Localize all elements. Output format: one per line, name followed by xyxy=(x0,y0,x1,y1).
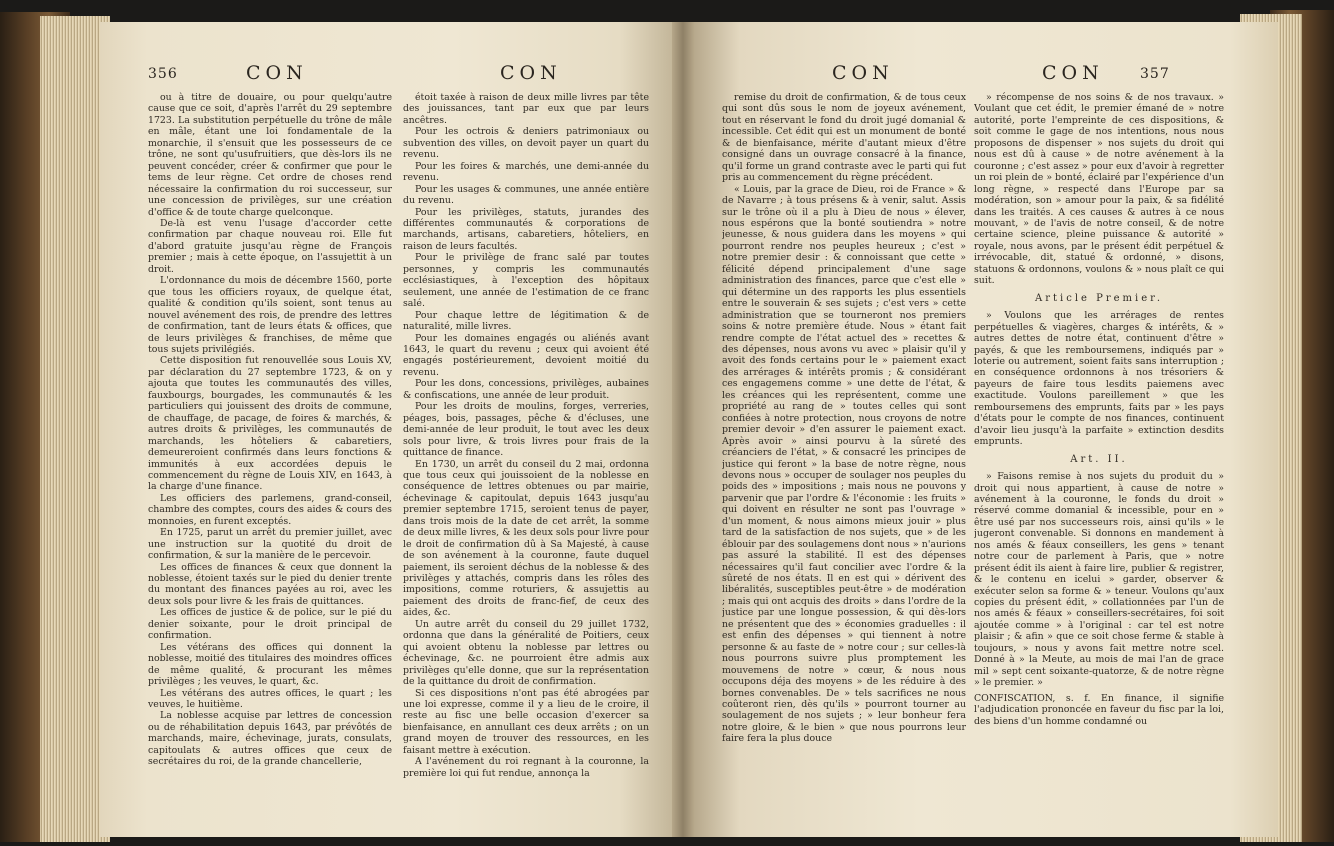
paragraph: Pour le privilège de franc salé par toutes personnes, y compris les communautés ecclésiastiques, à l'exception des hôpitaux seulement, une année de l'estimation de ce franc salé. xyxy=(403,252,649,310)
article-1-title: Article Premier. xyxy=(1035,292,1163,304)
paragraph: Si ces dispositions n'ont pas été abrogées par une loi expresse, comme il y a lieu de le croire, il reste au fisc une belle occasion d'exercer sa bienfaisance, en annullant ces deux arrêts ; on un grand moyen de trouver des ressources, en les faisant mettre à exécution. xyxy=(403,687,649,756)
right-column-2 xyxy=(974,92,1224,820)
paragraph: remise du droit de confirmation, & de tous ceux qui sont dûs sous le nom de joyeux avénement, tout en réservant le fond du droit jugé domanial & incessible. Cet édit qui est un monument de bonté & de bienfaisance, mérite d'autant mieux d'être consigné dans un ouvrage consacré à la finance, qu'il forme un grand contraste avec le parti qui fut pris au commencement du règne précédent. xyxy=(722,92,966,184)
left-column-1 xyxy=(148,92,392,820)
paragraph: Pour les octrois & deniers patrimoniaux ou subvention des villes, on devoit payer un quart du revenu. xyxy=(403,126,649,161)
left-header-right: CON xyxy=(500,62,562,84)
paragraph: Cette disposition fut renouvellée sous Louis XV, par déclaration du 27 septembre 1723, & on y ajouta que toutes les communautés des villes, fauxbourgs, bourgades, les communautés & les particuliers qui jouissent des droits de commune, de chauffage, de pacage, de foires & marchés, & autres droits & privilèges, les communautés de marchands, les hôteliers & cabaretiers, demeureroient confirmés dans leurs fonctions & immunités à eux accordées depuis le commencement du règne de Louis XIV, en 1643, à la charge d'une finance. xyxy=(148,355,392,493)
right-header-right: CON xyxy=(1042,62,1104,84)
paragraph: Pour les domaines engagés ou aliénés avant 1643, le quart du revenu ; ceux qui avoient été engagés postérieurement, devoient moitié du revenu. xyxy=(403,332,649,378)
book-gutter xyxy=(672,22,694,837)
right-column-1 xyxy=(722,92,966,820)
paragraph: Les offices de justice & de police, sur le pié du denier soixante, pour le droit principal de confirmation. xyxy=(148,607,392,642)
paragraph: » récompense de nos soins & de nos travaux. » Voulant que cet édit, le premier émané de » notre autorité, porte l'empreinte de ces dispositions, & soit comme le gage de nos intentions, nous nous proposons de dispenser » nos sujets du droit qui nous est dû à cause » de notre avénement à la couronne ; c'est assez » pour eux d'avoir à regretter un roi plein de » bonté, éclairé par l'expérience d'un long règne, » respecté dans l'Europe par sa modération, son » amour pour la paix, & sa fidélité dans les traités. A ces causes & autres à ce nous mouvant, » de l'avis de notre conseil, & de notre certaine science, pleine puissance & autorité » royale, nous avons, par le présent édit perpétuel & irrévocable, dit, statué & ordonné, » disons, statuons & ordonnons, voulons & » nous plaît ce qui suit. xyxy=(974,92,1224,287)
paragraph: Les officiers des parlemens, grand-conseil, chambre des comptes, cours des aides & cours des monnoies, en furent exceptés. xyxy=(148,492,392,527)
paragraph: Les vétérans des offices qui donnent la noblesse, moitié des titulaires des moindres offices de même qualité, & procurant les mêmes privilèges ; les veuves, le quart, &c. xyxy=(148,641,392,688)
paragraph: En 1730, un arrêt du conseil du 2 mai, ordonna que tous ceux qui jouissoient de la noblesse en conséquence de lettres obtenues ou par mairie, échevinage & capitoulat, depuis 1643 jusqu'au premier septembre 1715, seroient tenus de payer, dans trois mois de la date de cet arrêt, la somme de deux mille livres, & les deux sols pour livre pour le droit de confirmation dû à Sa Majesté, à cause de son avénement à la couronne, faute duquel paiement, ils seroient déchus de la noblesse & des privilèges y attachés, compris dans les rôles des impositions, comme roturiers, & assujettis au paiement des droits de franc-fief, de ceux des aides, &c. xyxy=(403,458,649,619)
left-column-2 xyxy=(403,92,649,820)
paragraph: Pour les foires & marchés, une demi-année du revenu. xyxy=(403,160,649,184)
paragraph: Les vétérans des autres offices, le quart ; les veuves, le huitième. xyxy=(148,687,392,711)
paragraph: » Voulons que les arrérages de rentes perpétuelles & viagères, charges & intérêts, & » autres dettes de notre état, continuent d'être » payés, & que les remboursemens, indiqués par » loterie ou autrement, soient faits sans interruption ; en conséquence ordonnons à nos trésoriers & payeurs de faire tous lesdits paiemens avec exactitude. Voulons pareillement » que les remboursemens des emprunts, faits par » les pays d'états pour le compte de nos finances, continuent d'avoir lieu jusqu'à la parfaite » extinction desdits emprunts. xyxy=(974,310,1224,448)
paragraph: étoit taxée à raison de deux mille livres par tête des jouissances, tant par eux que par leurs ancêtres. xyxy=(403,92,649,126)
paragraph: A l'avénement du roi regnant à la couronne, la première loi qui fut rendue, annonça la xyxy=(403,756,649,779)
article-2-title: Art. II. xyxy=(1070,453,1128,465)
paragraph: Un autre arrêt du conseil du 29 juillet 1732, ordonna que dans la généralité de Poitiers, ceux qui avoient obtenu la noblesse par lettres ou échevinage, &c. ne pourroient être admis aux privilèges qu'elle donne, que sur la représentation de la quittance du droit de confirmation. xyxy=(403,618,649,688)
paragraph: Pour les privilèges, statuts, jurandes des différentes communautés & corporations de marchands, artisans, cabaretiers, hôteliers, en raison de leurs facultés. xyxy=(403,206,649,252)
left-page-number: 356 xyxy=(148,66,178,82)
paragraph: Pour les droits de moulins, forges, verreries, péages, bois, passages, pêche & d'écluses, une demi-année de leur produit, le tout avec les deux sols pour livre, & trois livres pour frais de la quittance de finance. xyxy=(403,401,649,459)
paragraph: La noblesse acquise par lettres de concession ou de réhabilitation depuis 1643, par prévôtés de marchands, maire, échevinage, jurats, consulats, capitoulats & autres offices que ceux de secrétaires du roi, de la grande chancellerie, xyxy=(148,710,392,768)
paragraph: De-là est venu l'usage d'accorder cette confirmation par chaque nouveau roi. Elle fut d'abord gratuite jusqu'au règne de François premier ; mais à cette époque, on l'assujettit à un droit. xyxy=(148,217,392,275)
paragraph: Les offices de finances & ceux que donnent la noblesse, étoient taxés sur le pied du denier trente du montant des finances payées au roi, avec les deux sols pour livre & les frais de quittances. xyxy=(148,561,392,607)
paragraph: En 1725, parut un arrêt du premier juillet, avec une instruction sur la quotité du droit de confirmation, & sur la manière de le percevoir. xyxy=(148,527,392,562)
left-header-left: CON xyxy=(246,62,308,84)
paragraph: ou à titre de douaire, ou pour quelqu'autre cause que ce soit, d'après l'arrêt du 29 septembre 1723. La substitution perpétuelle du trône de mâle en mâle, étant une loi fondamentale de la monarchie, il s'ensuit que les possesseurs de ce trône, ne sont qu'usufruitiers, que dès-lors ils ne peuvent concéder, créer & confirmer que pour le tems de leur règne. Cet ordre de choses rend nécessaire la confirmation du roi successeur, sur une concession de privilèges, sur une création d'office & de toute charge quelconque. xyxy=(148,92,392,218)
paragraph: » Faisons remise à nos sujets du produit du » droit qui nous appartient, à cause de notre » avénement à la couronne, le fonds du droit » réservé comme domanial & incessible, pour en » être usé par nos successeurs rois, ainsi qu'ils » le jugeront convenable. Si donnons en mandement à nos amés & féaux conseillers, les gens » tenant notre cour de parlement à Paris, que » notre présent édit ils aient à faire lire, publier & registrer, & le contenu en icelui » garder, observer & exécuter selon sa forme & » teneur. Voulons qu'aux copies du présent édit, » collationnées par l'un de nos amés & féaux » conseillers-secrétaires, foi soit ajoutée comme » à l'original : car tel est notre plaisir ; & afin » que ce soit chose ferme & stable à toujours, » nous y avons fait mettre notre scel. Donné à » la Meute, au mois de mai l'an de grace mil » sept cent soixante-quatorze, & de notre règne » le premier. » xyxy=(974,471,1224,689)
paragraph: Pour chaque lettre de légitimation & de naturalité, mille livres. xyxy=(403,309,649,333)
paragraph: « Louis, par la grace de Dieu, roi de France » & de Navarre ; à tous présens & à venir, salut. Assis sur le trône où il a plu à Dieu de nous » élever, nous espérons que la bonté soutiendra » notre jeunesse, & nous guidera dans les moyens » qui pourront rendre nos peuples heureux ; c'est » notre premier desir : & connoissant que cette » félicité dépend principalement d'une sage administration des finances, parce que c'est elle » qui détermine un des rapports les plus essentiels entre le souverain & ses sujets ; c'est vers » cette administration que se tourneront nos premiers soins & notre première étude. Nous » étant fait rendre compte de l'état actuel des » recettes & des dépenses, nous avons vu avec » plaisir qu'il y avoit des fonds certains pour le » paiement exact des arrérages & intérêts promis ; & considérant ces engagemens comme » une dette de l'état, & les créances qui les représentent, comme une propriété au rang de » toutes celles qui sont confiées à notre protection, nous croyons de notre premier devoir » d'en assurer le paiement exact. Après avoir » ainsi pourvu à la sûreté des créanciers de l'état, » & consacré les principes de justice qui feront » la base de notre règne, nous devons nous » occuper de soulager nos peuples du poids des » impositions ; mais nous ne pouvons y parvenir que par l'ordre & l'économie : les fruits » qui doivent en résulter ne sont pas l'ouvrage » d'un moment, & nous aimons mieux jouir » plus tard de la satisfaction de nos sujets, que » de les éblouir par des soulagemens dont nous » n'aurions pas assuré la stabilité. Il est des dépenses nécessaires qu'il faut concilier avec l'ordre & la sûreté de nos états. Il en est qui » dérivent des libéralités, susceptibles peut-être » de modération ; mais qui ont acquis des droits » dans l'ordre de la justice par une longue possession, & qui dès-lors ne présentent que des » économies graduelles : il est enfin des dépenses » qui tiennent à notre personne & au faste de » notre cour ; sur celles-là nous pourrons suivre plus promptement les mouvemens de notre » cœur, & nous nous occupons déja des moyens » de les réduire à des bornes convenables. De » tels sacrifices ne nous coûteront rien, dès qu'ils » pourront tourner au soulagement de nos sujets ; » leur bonheur fera notre gloire, & le bien » que nous pourrons leur faire fera la plus douce xyxy=(722,183,966,745)
right-page-number: 357 xyxy=(1140,66,1170,82)
paragraph: L'ordonnance du mois de décembre 1560, porte que tous les officiers royaux, de quelque état, qualité & condition qu'ils soient, sont tenus au nouvel avénement des rois, de prendre des lettres de confirmation, tant de leurs états & offices, que de leurs privilèges & franchises, de même que tous sujets privilégiés. xyxy=(148,275,392,355)
paragraph: Pour les dons, concessions, privilèges, aubaines & confiscations, une année de leur produit. xyxy=(403,378,649,401)
paragraph: Pour les usages & communes, une année entière du revenu. xyxy=(403,183,649,207)
confiscation-entry: CONFISCATION, s. f. En finance, il signifie l'adjudication prononcée en faveur du fisc par la loi, des biens d'un homme condamné ou xyxy=(974,692,1224,727)
right-header-left: CON xyxy=(832,62,894,84)
